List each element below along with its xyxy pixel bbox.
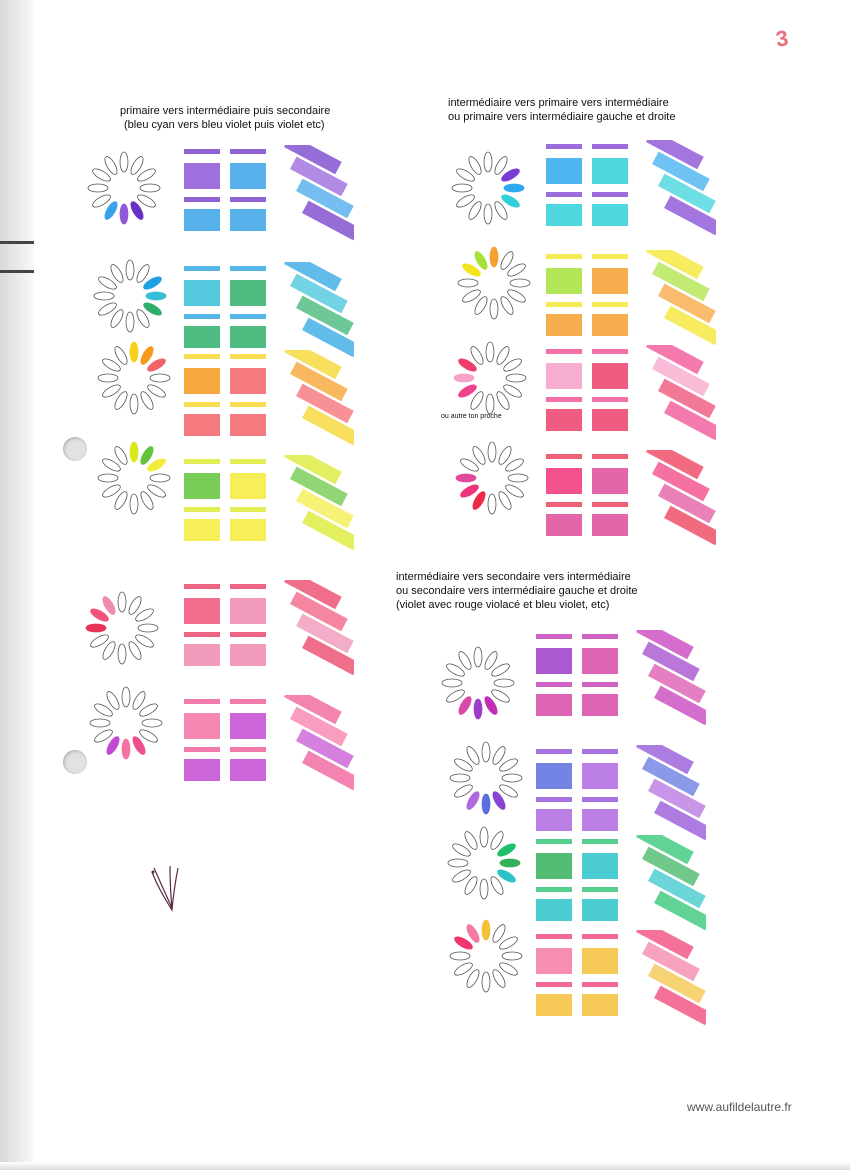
color-swatch — [184, 368, 220, 394]
color-swatch — [536, 634, 572, 639]
swatch-block — [536, 745, 706, 845]
color-swatch — [230, 402, 266, 407]
color-swatch — [592, 514, 628, 536]
wheel-petal — [488, 442, 496, 462]
color-swatch — [536, 982, 572, 987]
color-swatch — [230, 632, 266, 637]
wheel-petal — [150, 374, 170, 382]
color-swatch — [230, 280, 266, 306]
color-swatch — [230, 326, 266, 348]
color-swatch — [592, 502, 628, 507]
color-swatch — [536, 682, 572, 687]
color-swatch — [546, 314, 582, 336]
wheel-petal — [474, 699, 482, 719]
wheel-petal — [122, 687, 130, 707]
color-swatch — [582, 994, 618, 1016]
color-swatch — [546, 268, 582, 294]
color-swatch — [184, 644, 220, 666]
color-swatch — [184, 163, 220, 189]
color-swatch — [230, 644, 266, 666]
color-swatch — [184, 473, 220, 499]
color-swatch — [582, 887, 618, 892]
color-wheel-icon — [84, 590, 160, 666]
color-swatch — [536, 839, 572, 844]
color-swatch — [536, 694, 572, 716]
wheel-petal — [488, 494, 496, 514]
wheel-petal — [482, 742, 490, 762]
color-swatch — [184, 266, 220, 271]
color-swatch — [230, 759, 266, 781]
color-swatch — [582, 797, 618, 802]
wheel-petal — [474, 647, 482, 667]
wheel-petal — [130, 342, 138, 362]
swatch-block — [546, 450, 716, 550]
wheel-petal — [142, 719, 162, 727]
color-swatch — [536, 749, 572, 754]
swatch-block — [536, 930, 706, 1030]
color-swatch — [536, 899, 572, 921]
color-swatch — [536, 809, 572, 831]
color-swatch — [592, 144, 628, 149]
wheel-petal — [90, 719, 110, 727]
color-swatch — [582, 948, 618, 974]
wheel-petal — [494, 679, 514, 687]
color-swatch — [582, 934, 618, 939]
signature-icon — [148, 858, 188, 914]
wheel-petal — [486, 342, 494, 362]
color-swatch — [230, 519, 266, 541]
color-swatch — [546, 397, 582, 402]
color-swatch — [546, 409, 582, 431]
wheel-petal — [98, 374, 118, 382]
color-swatch — [582, 648, 618, 674]
color-swatch — [582, 694, 618, 716]
color-swatch — [592, 192, 628, 197]
wheel-petal — [452, 184, 472, 192]
color-swatch — [592, 468, 628, 494]
page-number-mark: 3 — [774, 25, 790, 52]
color-swatch — [536, 994, 572, 1016]
wheel-petal — [118, 644, 126, 664]
wheel-petal — [120, 152, 128, 172]
swatch-block — [536, 630, 706, 730]
color-swatch — [184, 459, 220, 464]
wheel-petal — [118, 592, 126, 612]
color-swatch — [546, 254, 582, 259]
color-swatch — [230, 598, 266, 624]
wheel-petal — [502, 952, 522, 960]
color-wheel-icon — [446, 825, 522, 901]
color-swatch — [536, 934, 572, 939]
color-swatch — [536, 853, 572, 879]
color-swatch — [536, 948, 572, 974]
color-swatch — [230, 747, 266, 752]
left-caption-line2: (bleu cyan vers bleu violet puis violet etc) — [124, 119, 325, 131]
color-swatch — [546, 514, 582, 536]
color-wheel-icon — [448, 918, 524, 994]
wheel-petal — [442, 679, 462, 687]
color-swatch — [184, 507, 220, 512]
swatch-block — [536, 835, 706, 935]
color-swatch — [592, 397, 628, 402]
color-swatch — [582, 682, 618, 687]
left-caption — [120, 104, 330, 132]
color-swatch — [230, 163, 266, 189]
color-wheel-icon — [96, 340, 172, 416]
swatch-block — [184, 145, 354, 245]
color-swatch — [546, 468, 582, 494]
color-swatch — [184, 713, 220, 739]
wheel-petal — [504, 184, 524, 192]
wheel-petal — [490, 247, 498, 267]
wheel-petal — [130, 494, 138, 514]
color-swatch — [230, 584, 266, 589]
wheel-petal — [482, 794, 490, 814]
swatch-block — [184, 695, 354, 795]
wheel-petal — [146, 292, 166, 300]
color-swatch — [230, 149, 266, 154]
wheel-petal — [150, 474, 170, 482]
right-top-note: ou autre ton proche — [441, 413, 502, 420]
color-swatch — [184, 747, 220, 752]
color-swatch — [230, 699, 266, 704]
color-swatch — [546, 144, 582, 149]
color-swatch — [592, 349, 628, 354]
color-swatch — [582, 763, 618, 789]
scan-notch — [0, 270, 34, 273]
color-swatch — [592, 409, 628, 431]
right-top-caption-line2: ou primaire vers intermédiaire gauche et droite — [448, 111, 676, 123]
wheel-petal — [510, 279, 530, 287]
color-swatch — [582, 809, 618, 831]
color-swatch — [546, 454, 582, 459]
color-wheel-icon — [448, 740, 524, 816]
wheel-petal — [126, 260, 134, 280]
color-swatch — [536, 648, 572, 674]
right-top-caption-line1: intermédiaire vers primaire vers intermédiaire — [448, 97, 669, 109]
color-swatch — [230, 209, 266, 231]
wheel-petal — [490, 299, 498, 319]
color-swatch — [184, 209, 220, 231]
punch-hole — [63, 750, 87, 774]
punch-hole — [63, 437, 87, 461]
wheel-petal — [480, 827, 488, 847]
color-swatch — [184, 598, 220, 624]
color-swatch — [546, 349, 582, 354]
scan-margin — [0, 0, 34, 1170]
wheel-petal — [86, 624, 106, 632]
wheel-petal — [88, 184, 108, 192]
color-swatch — [536, 763, 572, 789]
color-swatch — [592, 158, 628, 184]
color-swatch — [546, 502, 582, 507]
color-swatch — [582, 634, 618, 639]
color-swatch — [230, 266, 266, 271]
color-swatch — [546, 302, 582, 307]
color-swatch — [582, 749, 618, 754]
wheel-petal — [500, 859, 520, 867]
color-wheel-icon — [452, 340, 528, 416]
website-footer: www.aufildelautre.fr — [687, 1100, 792, 1114]
color-swatch — [592, 268, 628, 294]
color-wheel-icon — [88, 685, 164, 761]
color-swatch — [546, 204, 582, 226]
color-swatch — [184, 519, 220, 541]
color-swatch — [184, 149, 220, 154]
color-swatch — [536, 797, 572, 802]
color-swatch — [546, 192, 582, 197]
color-swatch — [230, 507, 266, 512]
right-bottom-caption-line1: intermédiaire vers secondaire vers intermédiaire — [396, 571, 631, 583]
color-wheel-icon — [86, 150, 162, 226]
color-swatch — [184, 326, 220, 348]
color-swatch — [582, 899, 618, 921]
swatch-block — [184, 350, 354, 450]
wheel-petal — [484, 204, 492, 224]
color-swatch — [230, 473, 266, 499]
right-top-caption — [448, 96, 675, 124]
right-bottom-caption-line2: ou secondaire vers intermédiaire gauche et droite — [396, 585, 638, 597]
color-swatch — [546, 158, 582, 184]
color-swatch — [582, 853, 618, 879]
wheel-petal — [506, 374, 526, 382]
wheel-petal — [482, 920, 490, 940]
wheel-petal — [94, 292, 114, 300]
wheel-petal — [480, 879, 488, 899]
wheel-petal — [130, 394, 138, 414]
color-swatch — [184, 197, 220, 202]
wheel-petal — [448, 859, 468, 867]
left-caption-line1: primaire vers intermédiaire puis secondaire — [120, 105, 331, 117]
color-swatch — [230, 414, 266, 436]
wheel-petal — [138, 624, 158, 632]
color-swatch — [184, 402, 220, 407]
color-swatch — [582, 982, 618, 987]
swatch-block — [546, 140, 716, 240]
color-swatch — [184, 584, 220, 589]
swatch-block — [546, 250, 716, 350]
color-swatch — [184, 759, 220, 781]
color-swatch — [184, 354, 220, 359]
color-swatch — [184, 414, 220, 436]
wheel-petal — [454, 374, 474, 382]
color-swatch — [184, 314, 220, 319]
color-swatch — [592, 302, 628, 307]
wheel-petal — [98, 474, 118, 482]
wheel-petal — [140, 184, 160, 192]
wheel-petal — [458, 279, 478, 287]
color-swatch — [592, 254, 628, 259]
wheel-petal — [126, 312, 134, 332]
color-swatch — [230, 197, 266, 202]
swatch-block — [184, 455, 354, 555]
color-swatch — [592, 454, 628, 459]
wheel-petal — [456, 474, 476, 482]
color-swatch — [582, 839, 618, 844]
right-bottom-caption — [396, 570, 638, 612]
wheel-petal — [486, 394, 494, 414]
wheel-petal — [120, 204, 128, 224]
color-swatch — [230, 314, 266, 319]
color-wheel-icon — [92, 258, 168, 334]
color-swatch — [230, 354, 266, 359]
right-bottom-caption-line3: (violet avec rouge violacé et bleu violet, etc) — [396, 599, 610, 611]
color-swatch — [184, 280, 220, 306]
wheel-petal — [484, 152, 492, 172]
color-swatch — [592, 314, 628, 336]
wheel-petal — [450, 952, 470, 960]
scan-bottom-edge — [0, 1162, 850, 1170]
color-wheel-icon — [450, 150, 526, 226]
wheel-petal — [482, 972, 490, 992]
wheel-petal — [130, 442, 138, 462]
color-swatch — [592, 204, 628, 226]
color-swatch — [592, 363, 628, 389]
wheel-petal — [502, 774, 522, 782]
wheel-petal — [122, 739, 130, 759]
color-wheel-icon — [454, 440, 530, 516]
swatch-block — [184, 580, 354, 680]
color-swatch — [230, 459, 266, 464]
color-swatch — [184, 632, 220, 637]
color-wheel-icon — [96, 440, 172, 516]
swatch-block — [546, 345, 716, 445]
scan-notch — [0, 241, 34, 244]
color-wheel-icon — [440, 645, 516, 721]
wheel-petal — [450, 774, 470, 782]
color-swatch — [230, 713, 266, 739]
color-swatch — [184, 699, 220, 704]
swatch-block — [184, 262, 354, 362]
color-swatch — [546, 363, 582, 389]
color-wheel-icon — [456, 245, 532, 321]
color-swatch — [536, 887, 572, 892]
color-swatch — [230, 368, 266, 394]
wheel-petal — [508, 474, 528, 482]
